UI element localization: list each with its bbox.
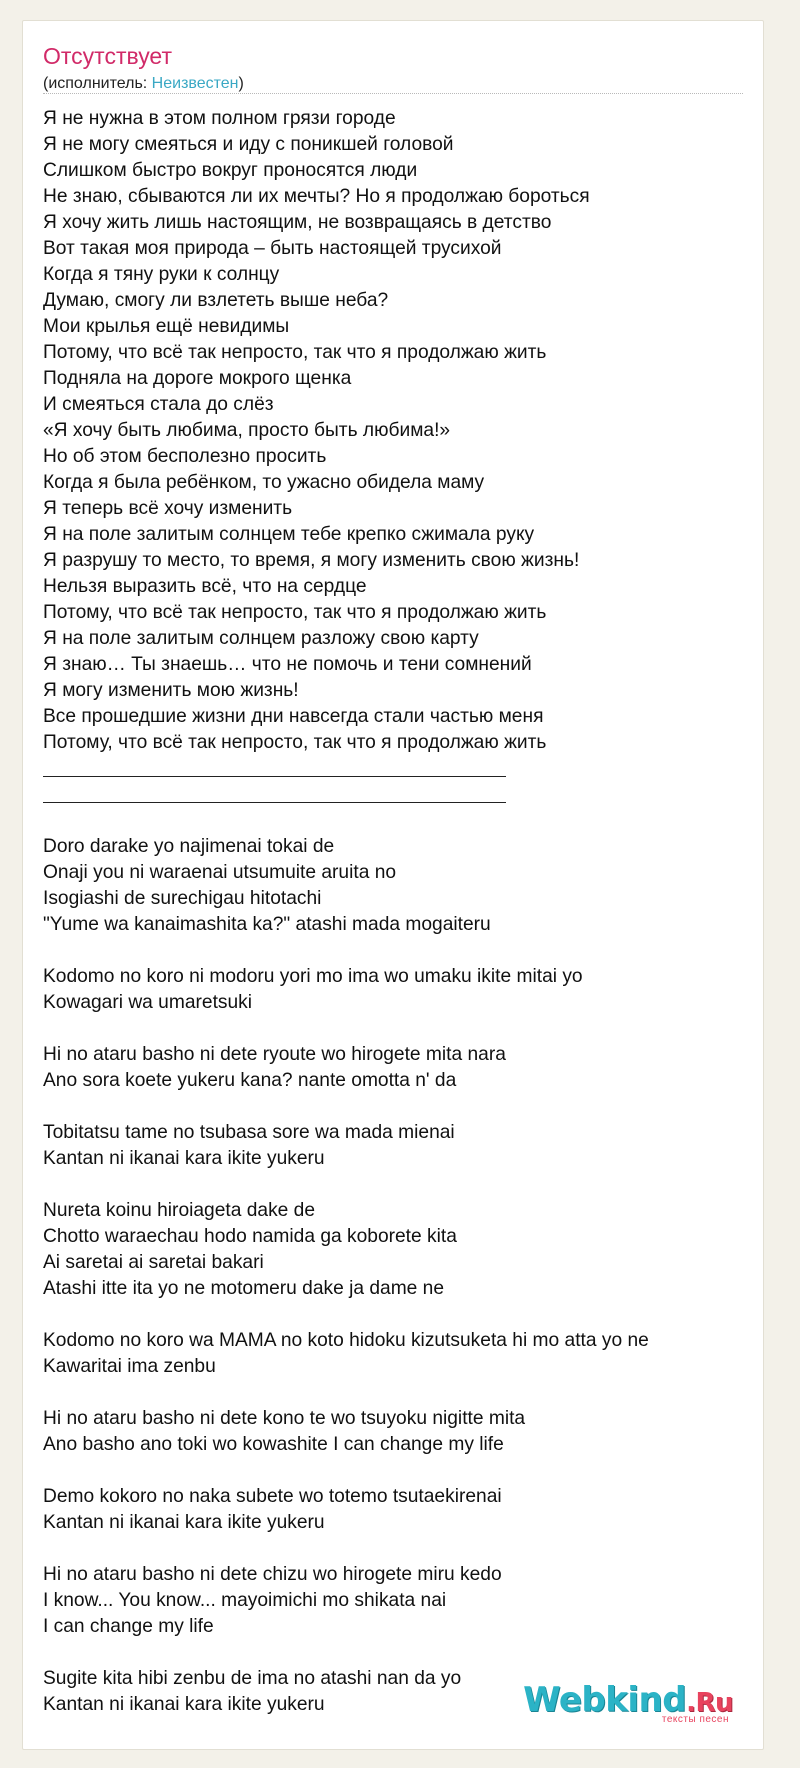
artist-link[interactable]: Неизвестен [151, 75, 239, 92]
lyric-line: Hi no ataru basho ni dete chizu wo hirogete miru kedo [43, 1564, 502, 1585]
lyrics-text [43, 106, 743, 1718]
title-divider [43, 93, 743, 94]
lyric-line: Потому, что всё так непросто, так что я продолжаю жить [43, 732, 547, 753]
lyric-line: Мои крылья ещё невидимы [43, 316, 290, 337]
lyric-line: Atashi itte ita yo ne motomeru dake ja dame ne [43, 1278, 445, 1299]
lyric-line: Kowagari wa umaretsuki [43, 992, 253, 1013]
lyric-line: Ano sora koete yukeru kana? nante omotta n' da [43, 1070, 457, 1091]
stanza-break [43, 808, 743, 834]
lyric-line: Ano basho ano toki wo kowashite I can change my life [43, 1434, 504, 1455]
artist-suffix: ) [238, 75, 244, 92]
stanza-break [43, 1380, 743, 1406]
lyric-line: Kawaritai ima zenbu [43, 1356, 216, 1377]
song-title: Отсутствует [43, 43, 172, 69]
lyric-line: Hi no ataru basho ni dete ryoute wo hirogete mita nara [43, 1044, 506, 1065]
lyric-line: Слишком быстро вокруг проносятся люди [43, 160, 418, 181]
lyric-line: Подняла на дороге мокрого щенка [43, 368, 352, 389]
lyric-line: Когда я была ребёнком, то ужасно обидела маму [43, 472, 485, 493]
lyric-line: Kodomo no koro wa MAMA no koto hidoku kizutsuketa hi mo atta yo ne [43, 1330, 649, 1351]
stanza-break [43, 1094, 743, 1120]
lyric-line: I know... You know... mayoimichi mo shikata nai [43, 1590, 447, 1611]
lyric-line: Потому, что всё так непросто, так что я продолжаю жить [43, 342, 547, 363]
lyric-line: Demo kokoro no naka subete wo totemo tsutaekirenai [43, 1486, 502, 1507]
lyric-line: Sugite kita hibi zenbu de ima no atashi nan da yo [43, 1668, 462, 1689]
lyric-line: Kodomo no koro ni modoru yori mo ima wo umaku ikite mitai yo [43, 966, 583, 987]
lyric-line: Когда я тяну руки к солнцу [43, 264, 280, 285]
lyric-line: Я не могу смеяться и иду с поникшей головой [43, 134, 454, 155]
lyrics-separator [43, 756, 743, 782]
lyric-line: Я хочу жить лишь настоящим, не возвращаясь в детство [43, 212, 552, 233]
lyric-line: Потому, что всё так непросто, так что я продолжаю жить [43, 602, 547, 623]
lyric-line: Onaji you ni waraenai utsumuite aruita no [43, 862, 397, 883]
lyric-line: I can change my life [43, 1616, 214, 1637]
lyric-line: Я знаю… Ты знаешь… что не помочь и тени сомнений [43, 654, 532, 675]
lyric-line: И смеяться стала до слёз [43, 394, 274, 415]
lyric-line: "Yume wa kanaimashita ka?" atashi mada mogaiteru [43, 914, 491, 935]
lyric-line: Я могу изменить мою жизнь! [43, 680, 299, 701]
lyric-line: Я на поле залитым солнцем тебе крепко сжимала руку [43, 524, 535, 545]
lyric-line: Ai saretai ai saretai bakari [43, 1252, 264, 1273]
lyric-line: Chotto waraechau hodo namida ga koborete kita [43, 1226, 457, 1247]
lyric-line: Tobitatsu tame no tsubasa sore wa mada mienai [43, 1122, 455, 1143]
lyric-line: Я не нужна в этом полном грязи городе [43, 108, 396, 129]
lyric-line: Kantan ni ikanai kara ikite yukeru [43, 1148, 325, 1169]
stanza-break [43, 1172, 743, 1198]
lyric-line: Doro darake yo najimenai tokai de [43, 836, 335, 857]
artist-line [43, 75, 244, 93]
lyric-line: Isogiashi de surechigau hitotachi [43, 888, 322, 909]
stanza-break [43, 1640, 743, 1666]
artist-prefix: (исполнитель: [43, 75, 152, 92]
lyrics-card [22, 20, 764, 1750]
lyric-line: Все прошедшие жизни дни навсегда стали частью меня [43, 706, 544, 727]
logo-brand: Webkind [523, 1680, 687, 1720]
stanza-break [43, 1536, 743, 1562]
logo-tld: .Ru [686, 1688, 733, 1718]
lyric-line: Не знаю, сбываются ли их мечты? Но я продолжаю бороться [43, 186, 590, 207]
lyric-line: Nureta koinu hiroiageta dake de [43, 1200, 316, 1221]
stanza-break [43, 1458, 743, 1484]
lyric-line: Я теперь всё хочу изменить [43, 498, 293, 519]
lyric-line: Kantan ni ikanai kara ikite yukeru [43, 1512, 325, 1533]
site-logo[interactable] [523, 1680, 733, 1725]
stanza-break [43, 1016, 743, 1042]
logo-tagline: тексты песен [661, 1714, 729, 1725]
lyric-line: Я на поле залитым солнцем разложу свою карту [43, 628, 479, 649]
lyric-line: Kantan ni ikanai kara ikite yukeru [43, 1694, 325, 1715]
lyric-line: Нельзя выразить всё, что на сердце [43, 576, 367, 597]
lyric-line: Я разрушу то место, то время, я могу изменить свою жизнь! [43, 550, 580, 571]
stanza-break [43, 1302, 743, 1328]
lyric-line: Но об этом бесполезно просить [43, 446, 327, 467]
lyrics-separator [43, 782, 743, 808]
stanza-break [43, 938, 743, 964]
lyric-line: Hi no ataru basho ni dete kono te wo tsuyoku nigitte mita [43, 1408, 526, 1429]
lyric-line: «Я хочу быть любима, просто быть любима!» [43, 420, 451, 441]
lyric-line: Думаю, смогу ли взлететь выше неба? [43, 290, 389, 311]
lyric-line: Вот такая моя природа – быть настоящей трусихой [43, 238, 502, 259]
